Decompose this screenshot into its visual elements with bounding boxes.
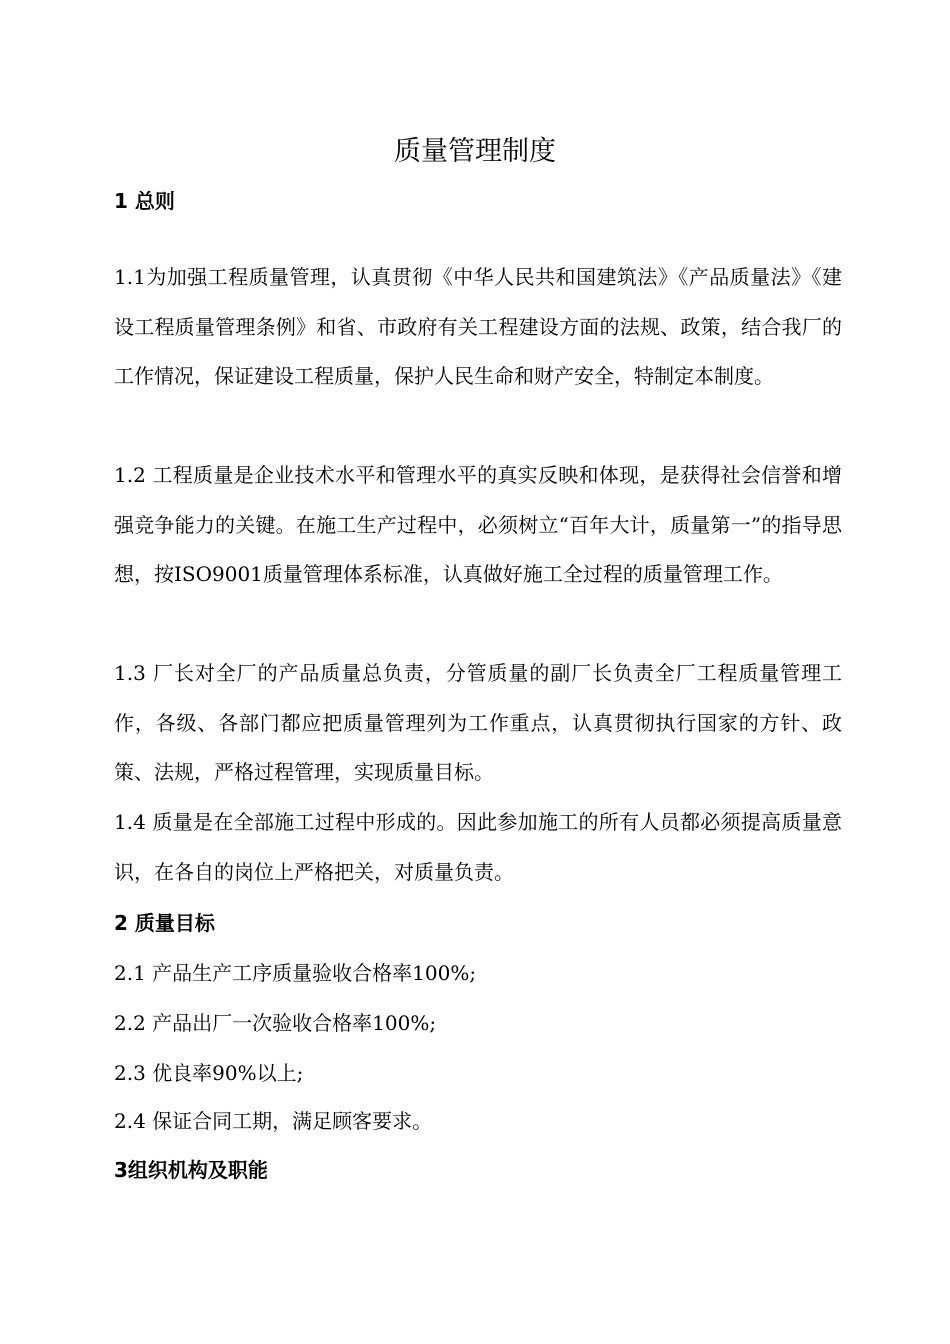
section-heading-organization: 3组织机构及职能: [114, 1158, 268, 1182]
paragraph-1-2: 1.2 工程质量是企业技术水平和管理水平的真实反映和体现，是获得社会信誉和增强竞争能力的关键。在施工生产过程中，必须树立“百年大计，质量第一”的指导思想，按ISO9001质量管理体系标准，认真做好施工全过程的质量管理工作。: [114, 463, 842, 586]
list-item-2-3: 2.3 优良率90%以上;: [114, 1061, 304, 1085]
paragraph-1-1: 1.1为加强工程质量管理，认真贯彻《中华人民共和国建筑法》《产品质量法》《建设工程质量管理条例》和省、市政府有关工程建设方面的法规、政策，结合我厂的工作情况，保证建设工程质量，保护人民生命和财产安全，特制定本制度。: [114, 265, 842, 388]
list-item-2-4: 2.4 保证合同工期，满足顾客要求。: [114, 1109, 433, 1133]
page-title: 质量管理制度: [394, 136, 556, 167]
section-heading-general: 1 总则: [114, 189, 175, 213]
list-item-2-2: 2.2 产品出厂一次验收合格率100%;: [114, 1011, 437, 1035]
section-heading-quality-targets: 2 质量目标: [114, 911, 215, 935]
paragraph-1-3: 1.3 厂长对全厂的产品质量总负责，分管质量的副厂长负责全厂工程质量管理工作，各级、各部门都应把质量管理列为工作重点，认真贯彻执行国家的方针、政策、法规，严格过程管理，实现质量目标。: [114, 661, 842, 784]
paragraph-1-4: 1.4 质量是在全部施工过程中形成的。因此参加施工的所有人员都必须提高质量意识，在各自的岗位上严格把关，对质量负责。: [114, 810, 842, 884]
list-item-2-1: 2.1 产品生产工序质量验收合格率100%;: [114, 961, 477, 985]
